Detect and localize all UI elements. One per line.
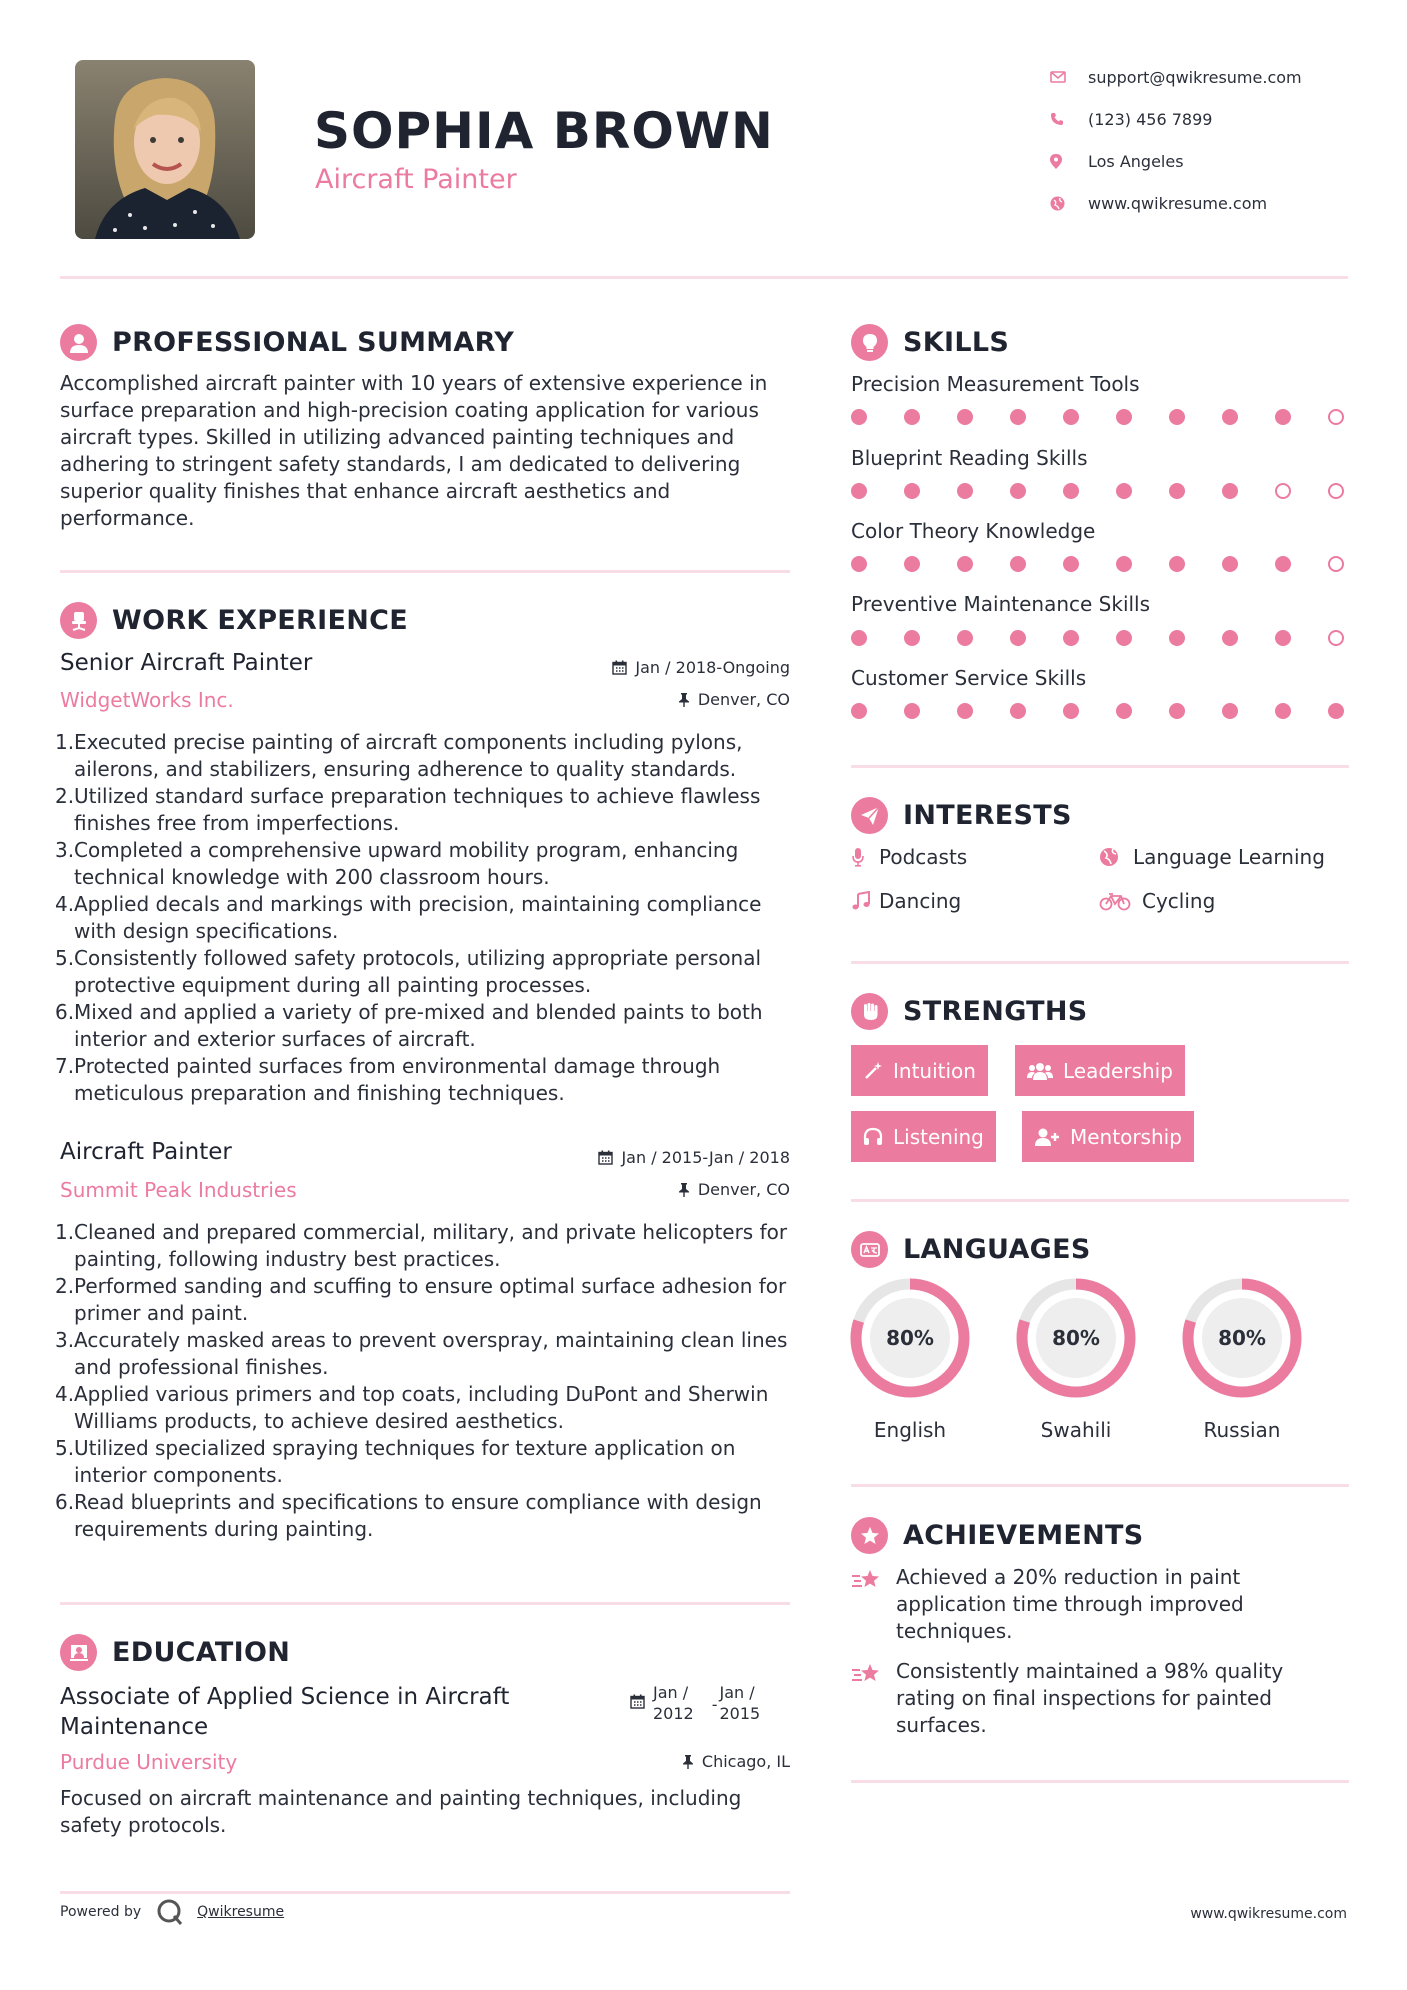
education-heading: EDUCATION	[60, 1634, 290, 1671]
rating-dot-empty	[1328, 556, 1344, 572]
rating-dot-filled	[1222, 703, 1238, 719]
rating-dot-filled	[957, 409, 973, 425]
rating-dot-filled	[851, 556, 867, 572]
graduate-icon	[60, 1634, 97, 1671]
section-divider	[851, 1780, 1349, 1783]
language-name: Russian	[1203, 1418, 1281, 1442]
languages-heading: LANGUAGES	[851, 1231, 1091, 1268]
language-percent: 80%	[886, 1326, 934, 1350]
envelope-icon	[1050, 71, 1088, 83]
rating-dot-filled	[1116, 483, 1132, 499]
rating-dot-filled	[957, 556, 973, 572]
qwikresume-logo-icon	[155, 1897, 185, 1927]
language-name: English	[873, 1418, 947, 1442]
achievements-heading: ACHIEVEMENTS	[851, 1517, 1144, 1554]
contact-website[interactable]: www.qwikresume.com	[1050, 182, 1302, 224]
list-item: 3. Accurately masked areas to prevent overspray, maintaining clean lines and professional finishes.	[55, 1328, 788, 1379]
globe-icon	[1050, 196, 1088, 211]
rating-dot-filled	[1328, 703, 1344, 719]
music-note-icon	[851, 891, 879, 911]
language-card-icon	[851, 1231, 888, 1268]
list-item: 6. Mixed and applied a variety of pre-mixed and blended paints to both interior and exterior surfaces of aircraft.	[55, 1000, 763, 1051]
rating-dot-filled	[904, 409, 920, 425]
rating-dot-filled	[1169, 556, 1185, 572]
skill-rating	[851, 703, 1344, 719]
rating-dot-filled	[1063, 703, 1079, 719]
rating-dot-filled	[957, 703, 973, 719]
skills-heading: SKILLS	[851, 324, 1009, 361]
user-icon	[60, 324, 97, 361]
rating-dot-filled	[1275, 703, 1291, 719]
rating-dot-filled	[1063, 630, 1079, 646]
language-percent: 80%	[1218, 1326, 1266, 1350]
interest-item: Dancing	[851, 889, 961, 913]
education-location: Chicago, IL	[682, 1752, 790, 1771]
skill-rating	[851, 630, 1344, 646]
rating-dot-filled	[1169, 703, 1185, 719]
strength-tag: Mentorship	[1022, 1111, 1194, 1162]
star-badge-icon	[851, 1517, 888, 1554]
list-item: 2. Utilized standard surface preparation techniques to achieve flawless finishes free from imperfections.	[55, 784, 761, 835]
interests-heading: INTERESTS	[851, 797, 1072, 834]
office-chair-icon	[60, 602, 97, 639]
contact-phone[interactable]: (123) 456 7899	[1050, 98, 1302, 140]
language-ring	[1180, 1276, 1304, 1400]
rating-dot-empty	[1328, 409, 1344, 425]
company-name: WidgetWorks Inc.	[60, 688, 234, 712]
achievement-item: Consistently maintained a 98% quality rating on final inspections for painted surfaces.	[851, 1658, 1321, 1739]
interest-item: Podcasts	[851, 845, 967, 869]
summary-heading: PROFESSIONAL SUMMARY	[60, 324, 514, 361]
rating-dot-filled	[1010, 483, 1026, 499]
job-title: Senior Aircraft Painter	[60, 650, 313, 676]
rating-dot-filled	[904, 556, 920, 572]
language-item	[1014, 1276, 1138, 1442]
pushpin-icon	[682, 1754, 694, 1769]
section-divider	[60, 570, 790, 573]
qwikresume-link[interactable]: Qwikresume	[197, 1904, 285, 1920]
section-divider	[851, 1199, 1349, 1202]
contact-list	[1050, 56, 1302, 224]
skill-name: Customer Service Skills	[851, 666, 1087, 690]
section-divider	[851, 1484, 1349, 1487]
paper-plane-icon	[851, 797, 888, 834]
list-item: 2. Performed sanding and scuffing to ensure optimal surface adhesion for primer and paint.	[55, 1274, 787, 1325]
skill-name: Blueprint Reading Skills	[851, 446, 1088, 470]
rating-dot-filled	[957, 483, 973, 499]
language-ring	[1014, 1276, 1138, 1400]
rating-dot-filled	[851, 409, 867, 425]
rating-dot-filled	[1275, 409, 1291, 425]
calendar-icon	[598, 1150, 613, 1165]
rating-dot-filled	[1222, 483, 1238, 499]
list-item: 5. Consistently followed safety protocols, utilizing appropriate personal protective equipment during all painting processes.	[55, 946, 762, 997]
profile-photo	[75, 60, 255, 239]
candidate-role: Aircraft Painter	[315, 164, 517, 195]
language-item	[848, 1276, 972, 1442]
strength-tag: Leadership	[1015, 1045, 1185, 1096]
achievement-item: Achieved a 20% reduction in paint application time through improved techniques.	[851, 1564, 1321, 1645]
rating-dot-empty	[1275, 483, 1291, 499]
shooting-star-icon	[851, 1564, 896, 1645]
users-icon	[1027, 1061, 1053, 1081]
strength-tag: Intuition	[851, 1045, 988, 1096]
rating-dot-filled	[1275, 630, 1291, 646]
rating-dot-filled	[904, 483, 920, 499]
lightbulb-icon	[851, 324, 888, 361]
skill-name: Precision Measurement Tools	[851, 372, 1140, 396]
rating-dot-filled	[1116, 703, 1132, 719]
rating-dot-filled	[1116, 630, 1132, 646]
skill-name: Preventive Maintenance Skills	[851, 592, 1151, 616]
calendar-icon	[630, 1694, 645, 1709]
rating-dot-filled	[851, 630, 867, 646]
magic-wand-icon	[863, 1061, 883, 1081]
language-name: Swahili	[1040, 1418, 1112, 1442]
section-divider	[851, 765, 1349, 768]
rating-dot-filled	[1063, 556, 1079, 572]
language-item	[1180, 1276, 1304, 1442]
list-item: 1. Executed precise painting of aircraft components including pylons, ailerons, and stabilizers, ensuring adherence to quality standards.	[55, 730, 743, 781]
skill-rating	[851, 409, 1344, 425]
company-name: Summit Peak Industries	[60, 1178, 297, 1202]
rating-dot-filled	[1010, 556, 1026, 572]
list-item: 5. Utilized specialized spraying techniques for texture application on interior components.	[55, 1436, 736, 1487]
rating-dot-filled	[1010, 630, 1026, 646]
interest-item: Language Learning	[1099, 845, 1325, 869]
pushpin-icon	[678, 1182, 690, 1197]
rating-dot-filled	[1116, 556, 1132, 572]
section-divider	[60, 1891, 790, 1894]
calendar-icon	[612, 660, 627, 675]
rating-dot-empty	[1328, 483, 1344, 499]
rating-dot-filled	[1063, 409, 1079, 425]
rating-dot-filled	[1010, 703, 1026, 719]
bicycle-icon	[1099, 891, 1142, 911]
rating-dot-filled	[1010, 409, 1026, 425]
rating-dot-filled	[957, 630, 973, 646]
rating-dot-filled	[1222, 409, 1238, 425]
list-item: 3. Completed a comprehensive upward mobility program, enhancing technical knowledge with 200 classroom hours.	[55, 838, 739, 889]
job-date: Jan / 2015-Jan / 2018	[598, 1148, 790, 1167]
candidate-name: SOPHIA BROWN	[314, 102, 774, 160]
strength-tag: Listening	[851, 1111, 996, 1162]
rating-dot-filled	[1169, 483, 1185, 499]
skill-name: Color Theory Knowledge	[851, 519, 1096, 543]
rating-dot-filled	[851, 703, 867, 719]
rating-dot-empty	[1328, 630, 1344, 646]
globe-icon	[1099, 847, 1133, 867]
education-date: Jan / 2012 - Jan / 2015	[630, 1682, 760, 1724]
education-text: Focused on aircraft maintenance and painting techniques, including safety protocols.	[60, 1786, 742, 1837]
list-item: 6. Read blueprints and specifications to ensure compliance with design requirements during painting.	[55, 1490, 762, 1541]
language-percent: 80%	[1052, 1326, 1100, 1350]
pushpin-icon	[678, 692, 690, 707]
skill-rating	[851, 556, 1344, 572]
rating-dot-filled	[1169, 409, 1185, 425]
degree-title: Associate of Applied Science in Aircraft Maintenance	[60, 1684, 510, 1740]
footer-powered-by: Powered by Qwikresume	[60, 1897, 284, 1927]
job-location: Denver, CO	[678, 690, 790, 709]
rating-dot-filled	[1116, 409, 1132, 425]
shooting-star-icon	[851, 1658, 896, 1739]
footer-url[interactable]: www.qwikresume.com	[1190, 1906, 1347, 1922]
skill-rating	[851, 483, 1344, 499]
interest-item: Cycling	[1099, 889, 1215, 913]
list-item: 1. Cleaned and prepared commercial, military, and private helicopters for painting, following industry best practices.	[55, 1220, 788, 1271]
rating-dot-filled	[1063, 483, 1079, 499]
experience-heading: WORK EXPERIENCE	[60, 602, 408, 639]
rating-dot-filled	[1169, 630, 1185, 646]
user-plus-icon	[1034, 1127, 1060, 1147]
job-date: Jan / 2018-Ongoing	[612, 658, 790, 677]
phone-icon	[1050, 112, 1088, 126]
strengths-heading: STRENGTHS	[851, 993, 1088, 1030]
map-pin-icon	[1050, 154, 1088, 169]
school-name: Purdue University	[60, 1750, 238, 1774]
microphone-icon	[851, 847, 879, 867]
rating-dot-filled	[904, 703, 920, 719]
section-divider	[851, 961, 1349, 964]
rating-dot-filled	[1275, 556, 1291, 572]
section-divider	[60, 1602, 790, 1605]
rating-dot-filled	[1222, 630, 1238, 646]
rating-dot-filled	[851, 483, 867, 499]
job-location: Denver, CO	[678, 1180, 790, 1199]
list-item: 4. Applied decals and markings with precision, maintaining compliance with design specifications.	[55, 892, 762, 943]
rating-dot-filled	[1222, 556, 1238, 572]
header-divider	[60, 276, 1348, 279]
contact-location: Los Angeles	[1050, 140, 1302, 182]
rating-dot-filled	[904, 630, 920, 646]
contact-email[interactable]: support@qwikresume.com	[1050, 56, 1302, 98]
list-item: 4. Applied various primers and top coats, including DuPont and Sherwin Williams products, to achieve desired aesthetics.	[55, 1382, 769, 1433]
job-title: Aircraft Painter	[60, 1139, 232, 1165]
headphones-icon	[863, 1127, 883, 1147]
raised-fist-icon	[851, 993, 888, 1030]
language-ring	[848, 1276, 972, 1400]
job-bullets	[55, 1219, 800, 1543]
list-item: 7. Protected painted surfaces from environmental damage through meticulous preparation and finishing techniques.	[55, 1054, 721, 1105]
job-bullets	[55, 729, 800, 1107]
summary-text: Accomplished aircraft painter with 10 years of extensive experience in surface preparation and high-precision coating application for various aircraft types. Skilled in utilizing advanced painting techniques and adhering to stringent safety standards, I am dedicated to delivering superior quality finishes that enhance aircraft aesthetics and performance.	[60, 371, 768, 530]
